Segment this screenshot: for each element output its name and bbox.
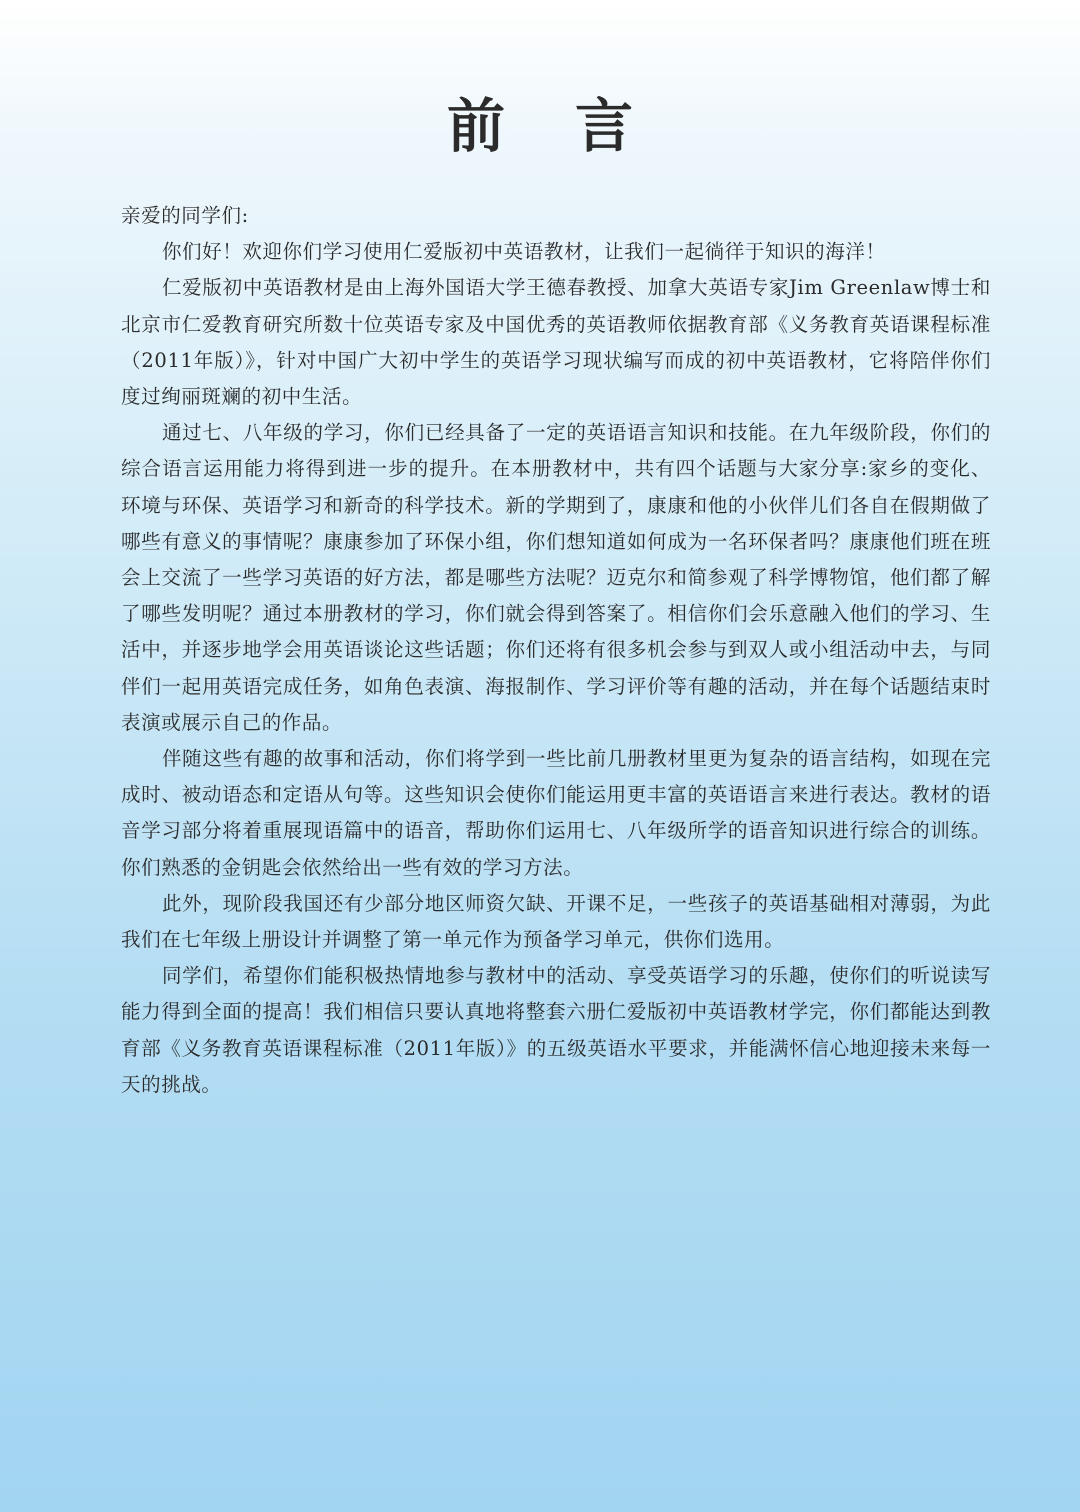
paragraph-topics: 通过七、八年级的学习，你们已经具备了一定的英语语言知识和技能。在九年级阶段，你们的综合语言运用能力将得到进一步的提升。在本册教材中，共有四个话题与大家分享:家乡的变化、环境与环保、英语学习和新奇的科学技术。新的学期到了，康康和他的小伙伴儿们各自在假期做了哪些有意义的事情呢？康康参加了环保小组，你们想知道如何成为一名环保者吗？康康他们班在班会上交流了一些学习英语的好方法，都是哪些方法呢？迈克尔和简参观了科学博物馆，他们都了解了哪些发明呢？通过本册教材的学习，你们就会得到答案了。相信你们会乐意融入他们的学习、生活中，并逐步地学会用英语谈论这些话题；你们还将有很多机会参与到双人或小组活动中去，与同伴们一起用英语完成任务，如角色表演、海报制作、学习评价等有趣的活动，并在每个话题结束时表演或展示自己的作品。 bbox=[121, 421, 991, 734]
paragraph-preparatory-unit: 此外，现阶段我国还有少部分地区师资欠缺、开课不足，一些孩子的英语基础相对薄弱，为此我们在七年级上册设计并调整了第一单元作为预备学习单元，供你们选用。 bbox=[121, 891, 991, 952]
title-char-1: 前 bbox=[446, 92, 505, 160]
page-title bbox=[0, 88, 1080, 164]
paragraph-welcome: 你们好！欢迎你们学习使用仁爱版初中英语教材，让我们一起徜徉于知识的海洋！ bbox=[161, 240, 886, 264]
preface-body bbox=[121, 198, 991, 1103]
paragraph-about-textbook: 仁爱版初中英语教材是由上海外国语大学王德春教授、加拿大英语专家Jim Greenlaw博士和北京市仁爱教育研究所数十位英语专家及中国优秀的英语教师依据教育部《义务教育英语课程标准（2011年版）》，针对中国广大初中学生的英语学习现状编写而成的初中英语教材，它将陪伴你们度过绚丽斑斓的初中生活。 bbox=[121, 276, 991, 409]
paragraph-closing: 同学们，希望你们能积极热情地参与教材中的活动、享受英语学习的乐趣，使你们的听说读写能力得到全面的提高！我们相信只要认真地将整套六册仁爱版初中英语教材学完，你们都能达到教育部《义务教育英语课程标准（2011年版）》的五级英语水平要求，并能满怀信心地迎接未来每一天的挑战。 bbox=[121, 964, 991, 1096]
title-char-2: 言 bbox=[575, 92, 634, 160]
paragraph-language-structures: 伴随这些有趣的故事和活动，你们将学到一些比前几册教材里更为复杂的语言结构，如现在完成时、被动语态和定语从句等。这些知识会使你们能运用更丰富的英语语言来进行表达。教材的语音学习部分将着重展现语篇中的语音，帮助你们运用七、八年级所学的语音知识进行综合的训练。你们熟悉的金钥匙会依然给出一些有效的学习方法。 bbox=[121, 747, 991, 879]
greeting: 亲爱的同学们: bbox=[121, 204, 249, 227]
